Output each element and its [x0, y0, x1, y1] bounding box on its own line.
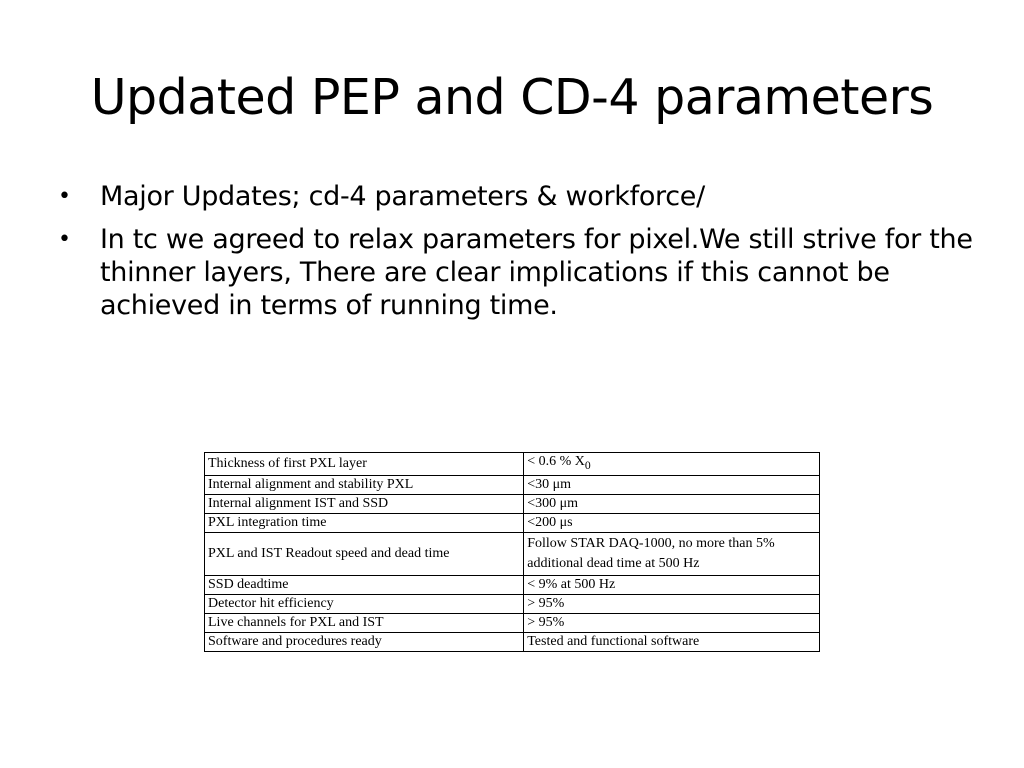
requirement-subscript: 0: [584, 458, 591, 472]
table-row: [205, 575, 820, 594]
parameter-cell: Thickness of first PXL layer: [205, 453, 524, 476]
table-row: [205, 494, 820, 513]
requirement-cell: > 95%: [524, 594, 820, 613]
parameters-table: [204, 452, 820, 652]
bullet-dot-icon: •: [58, 184, 71, 209]
slide-title: Updated PEP and CD-4 parameters: [90, 69, 934, 126]
parameter-cell: Internal alignment IST and SSD: [205, 494, 524, 513]
table-row: [205, 513, 820, 532]
parameter-cell: Internal alignment and stability PXL: [205, 475, 524, 494]
requirement-cell: <300 μm: [524, 494, 820, 513]
table-row: [205, 594, 820, 613]
parameter-cell: Detector hit efficiency: [205, 594, 524, 613]
requirement-cell: [524, 453, 820, 476]
requirement-text: < 0.6 % X: [527, 454, 585, 469]
bullet-list: [56, 180, 976, 332]
parameter-cell: PXL and IST Readout speed and dead time: [205, 532, 524, 575]
bullet-text: In tc we agreed to relax parameters for pixel.We still strive for the thinner layers, There are clear implications if this cannot be achieved in terms of running time.: [100, 224, 973, 321]
table-row: [205, 475, 820, 494]
requirement-cell: Follow STAR DAQ-1000, no more than 5% additional dead time at 500 Hz: [524, 532, 820, 575]
table-row: [205, 453, 820, 476]
requirement-cell: <200 μs: [524, 513, 820, 532]
table-row: [205, 613, 820, 632]
bullet-text: Major Updates; cd-4 parameters & workforce/: [100, 181, 705, 212]
parameter-cell: Software and procedures ready: [205, 632, 524, 651]
requirement-cell: < 9% at 500 Hz: [524, 575, 820, 594]
table-row: [205, 532, 820, 575]
parameter-cell: PXL integration time: [205, 513, 524, 532]
bullet-dot-icon: •: [58, 227, 71, 252]
requirement-cell: > 95%: [524, 613, 820, 632]
requirement-cell: Tested and functional software: [524, 632, 820, 651]
parameter-cell: Live channels for PXL and IST: [205, 613, 524, 632]
bullet-item: [56, 180, 976, 213]
table-row: [205, 632, 820, 651]
bullet-item: [56, 223, 976, 322]
requirement-cell: <30 μm: [524, 475, 820, 494]
parameter-cell: SSD deadtime: [205, 575, 524, 594]
